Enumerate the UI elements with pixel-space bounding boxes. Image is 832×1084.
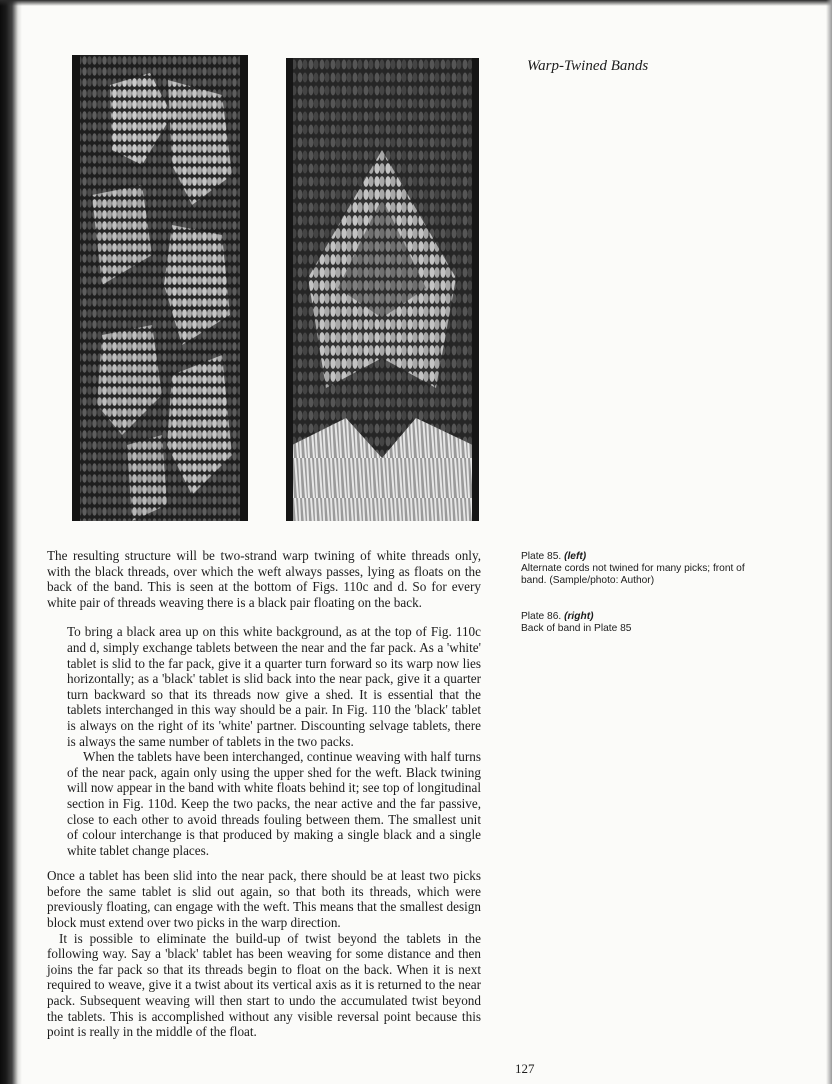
paragraph-4: Once a tablet has been slid into the near pack, there should be at least two picks before the same tablet is slid out again, so that both its threads, which were previously floating, can engage with the weft. This means that the smallest design block must extend over two picks in the warp direction. bbox=[47, 868, 481, 931]
caption-plate-85 bbox=[521, 551, 751, 587]
caption-text: Alternate cords not twined for many picks; front of band. (Sample/photo: Author) bbox=[521, 563, 745, 586]
book-spine-shadow bbox=[0, 0, 22, 1084]
paragraph-1: The resulting structure will be two-strand warp twining of white threads only, with the black threads, over which the weft always passes, lying as floats on the back of the band. This is seen at the bottom of Figs. 110c and d. So for every white pair of threads weaving there is a black pair floating on the back. bbox=[47, 548, 481, 610]
caption-plate-86 bbox=[521, 611, 751, 635]
paragraph-2: To bring a black area up on this white background, as at the top of Fig. 110c and d, simply exchange tablets between the near and the far pack. As a 'white' tablet is slid to the far pack, give it a quarter turn forward so its warp now lies horizontally; as a 'black' tablet is slid back into the near pack, give it a quarter turn backward so that its threads now give a shed. It is essential that the tablets interchanged in this way should be a pair. In Fig. 110 the 'black' tablet is always on the right of its 'white' partner. Discounting selvage tablets, there is always the same number of tablets in the two packs. bbox=[67, 624, 481, 749]
caption-title bbox=[521, 551, 751, 563]
paragraph-5: It is possible to eliminate the build-up of twist beyond the tablets in the following way. Say a 'black' tablet has been weaving for some distance and then joins the far pack so that its threads begin to float on the back. When it is next required to weave, give it a twist about its vertical axis as it is returned to the near pack. Subsequent weaving will then start to undo the accumulated twist beyond the tablets. This is accomplished without any visible reversal point because this point is really in the middle of the float. bbox=[47, 930, 481, 1040]
caption-side: (right) bbox=[564, 611, 594, 622]
captions bbox=[521, 551, 751, 659]
body-text bbox=[47, 548, 481, 1040]
plate-86-photo bbox=[286, 58, 479, 521]
running-head: Warp-Twined Bands bbox=[527, 58, 649, 74]
plate-85-photo bbox=[72, 55, 248, 521]
page-top-shadow bbox=[0, 0, 832, 6]
paragraph-3: When the tablets have been interchanged, continue weaving with half turns of the near pack, again only using the upper shed for the weft. Black twining will now appear in the band with white floats behind it; see top of longitudinal section in Fig. 110d. Keep the two packs, the near active and the far passive, close to each other to avoid threads fouling between them. The smallest unit of colour interchange is that produced by making a single black and a single white tablet change places. bbox=[67, 749, 481, 858]
caption-plate-label: Plate 86. bbox=[521, 611, 562, 622]
caption-text: Back of band in Plate 85 bbox=[521, 623, 632, 634]
page-right-edge bbox=[826, 0, 832, 1084]
caption-title bbox=[521, 611, 751, 623]
caption-side: (left) bbox=[564, 551, 587, 562]
page-number: 127 bbox=[515, 1061, 535, 1076]
caption-plate-label: Plate 85. bbox=[521, 551, 562, 562]
